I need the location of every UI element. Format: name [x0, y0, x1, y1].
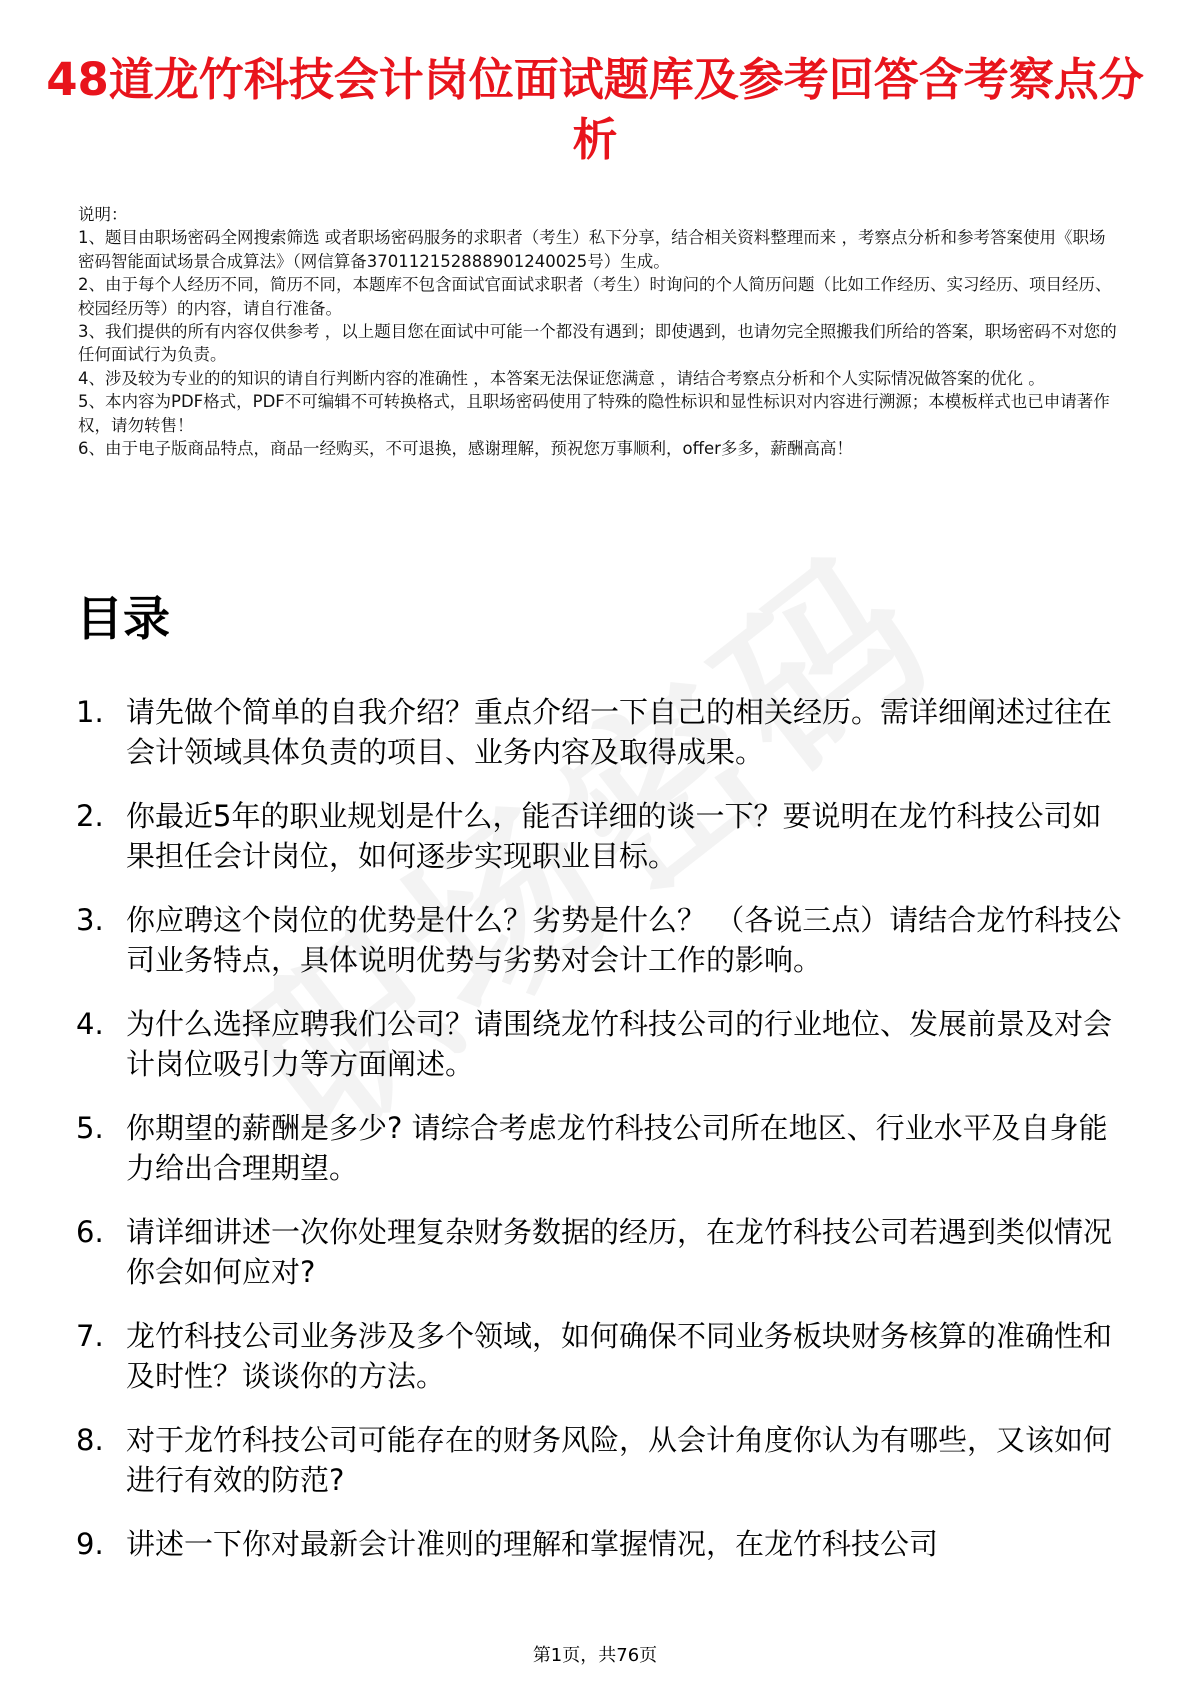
toc-item[interactable] — [76, 1004, 1126, 1084]
notes-label: 说明： — [78, 205, 128, 224]
note-item: 2、由于每个人经历不同，简历不同，本题库不包含面试官面试求职者（考生）时询问的个人简历问题（比如工作经历、实习经历、项目经历、校园经历等）的内容，请自行准备。 — [78, 275, 1112, 318]
toc-item-text: 对于龙竹科技公司可能存在的财务风险，从会计角度你认为有哪些，又该如何进行有效的防范? — [126, 1423, 1113, 1497]
toc-list — [76, 692, 1126, 1588]
toc-item[interactable] — [76, 1524, 1126, 1564]
toc-item-number: 4. — [76, 1007, 104, 1041]
toc-item[interactable] — [76, 900, 1126, 980]
note-item: 3、我们提供的所有内容仅供参考 ，以上题目您在面试中可能一个都没有遇到；即使遇到，也请勿完全照搬我们所给的答案，职场密码不对您的任何面试行为负责。 — [78, 322, 1117, 365]
toc-item[interactable] — [76, 692, 1126, 772]
note-item: 1、题目由职场密码全网搜索筛选 或者职场密码服务的求职者（考生）私下分享，结合相关资料整理而来 ，考察点分析和参考答案使用《职场密码智能面试场景合成算法》（网信算备370112152888901240025号）生成。 — [78, 228, 1106, 271]
toc-item-text: 请先做个简单的自我介绍？重点介绍一下自己的相关经历。需详细阐述过往在会计领域具体负责的项目、业务内容及取得成果。 — [126, 695, 1113, 769]
toc-item-text: 讲述一下你对最新会计准则的理解和掌握情况，在龙竹科技公司 — [126, 1527, 939, 1561]
note-item: 4、涉及较为专业的的知识的请自行判断内容的准确性 ，本答案无法保证您满意 ，请结合考察点分析和个人实际情况做答案的优化 。 — [78, 368, 1045, 388]
toc-item-number: 3. — [76, 903, 104, 937]
note-item: 5、本内容为PDF格式，PDF不可编辑不可转换格式，且职场密码使用了特殊的隐性标识和显性标识对内容进行溯源；本模板样式也已申请著作权，请勿转售！ — [78, 392, 1110, 435]
toc-item[interactable] — [76, 1316, 1126, 1396]
page-footer: 第1页，共76页 — [532, 1645, 658, 1666]
toc-item-text: 请详细讲述一次你处理复杂财务数据的经历，在龙竹科技公司若遇到类似情况你会如何应对? — [126, 1215, 1113, 1289]
note-item: 6、由于电子版商品特点，商品一经购买，不可退换，感谢理解，预祝您万事顺利，offer多多，薪酬高高！ — [78, 439, 853, 459]
toc-item-number: 9. — [76, 1527, 104, 1561]
document-title: 48道龙竹科技会计岗位面试题库及参考回答含考察点分析 — [46, 53, 1144, 166]
toc-item-text: 你最近5年的职业规划是什么，能否详细的谈一下？要说明在龙竹科技公司如果担任会计岗位，如何逐步实现职业目标。 — [126, 799, 1102, 873]
toc-item[interactable] — [76, 1212, 1126, 1292]
toc-item-text: 龙竹科技公司业务涉及多个领域，如何确保不同业务板块财务核算的准确性和及时性？谈谈你的方法。 — [126, 1319, 1113, 1393]
toc-item[interactable] — [76, 1108, 1126, 1188]
toc-heading: 目录 — [76, 592, 170, 647]
toc-item-number: 8. — [76, 1423, 104, 1457]
toc-item-number: 6. — [76, 1215, 104, 1249]
toc-item-number: 2. — [76, 799, 104, 833]
toc-item-number: 5. — [76, 1111, 104, 1145]
toc-item-text: 为什么选择应聘我们公司？请围绕龙竹科技公司的行业地位、发展前景及对会计岗位吸引力等方面阐述。 — [126, 1007, 1113, 1081]
toc-item-number: 7. — [76, 1319, 104, 1353]
toc-item-text: 你应聘这个岗位的优势是什么？劣势是什么？ （各说三点）请结合龙竹科技公司业务特点，具体说明优势与劣势对会计工作的影响。 — [126, 903, 1122, 977]
toc-item[interactable] — [76, 1420, 1126, 1500]
toc-item[interactable] — [76, 796, 1126, 876]
notes-section — [78, 203, 1118, 460]
toc-item-text: 你期望的薪酬是多少? 请综合考虑龙竹科技公司所在地区、行业水平及自身能力给出合理期望。 — [126, 1111, 1108, 1185]
toc-item-number: 1. — [76, 695, 104, 729]
